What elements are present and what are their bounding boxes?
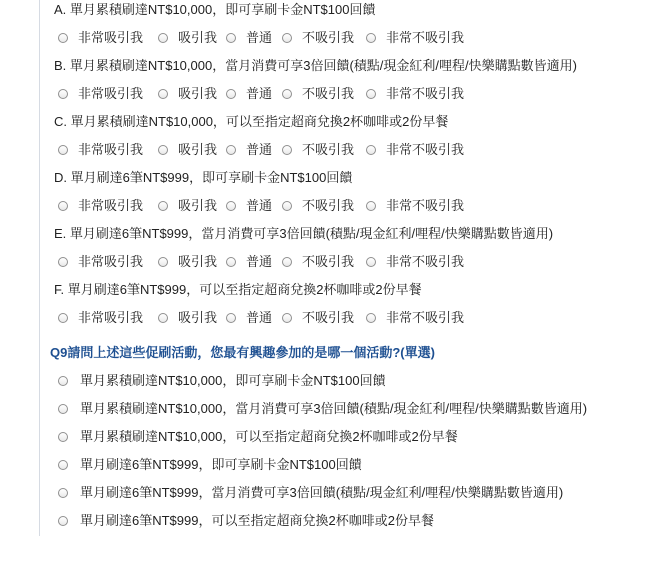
item-f-label: F. 單月刷達6筆NT$999，可以至指定超商兌換2杯咖啡或2份早餐 bbox=[54, 282, 422, 297]
radio-icon[interactable] bbox=[282, 89, 292, 99]
item-e-option-neutral[interactable]: 普通 bbox=[226, 253, 272, 271]
item-f-option-neutral[interactable]: 普通 bbox=[226, 309, 272, 327]
radio-icon[interactable] bbox=[226, 313, 236, 323]
left-divider bbox=[39, 0, 40, 536]
item-b-label: B. 單月累積刷達NT$10,000，當月消費可享3倍回饋(積點/現金紅利/哩程/快樂購點數皆適用) bbox=[54, 58, 577, 73]
item-a-label: A. 單月累積刷達NT$10,000，即可享刷卡金NT$100回饋 bbox=[54, 2, 376, 17]
radio-icon[interactable] bbox=[58, 516, 68, 526]
item-f-option-unattractive[interactable]: 不吸引我 bbox=[282, 309, 354, 327]
radio-icon[interactable] bbox=[58, 33, 68, 43]
radio-icon[interactable] bbox=[282, 145, 292, 155]
radio-icon[interactable] bbox=[58, 257, 68, 267]
radio-icon[interactable] bbox=[226, 201, 236, 211]
radio-icon[interactable] bbox=[366, 201, 376, 211]
radio-icon[interactable] bbox=[366, 33, 376, 43]
q9-option-5[interactable]: 單月刷達6筆NT$999，當月消費可享3倍回饋(積點/現金紅利/哩程/快樂購點數皆適用) bbox=[58, 484, 563, 502]
radio-icon[interactable] bbox=[226, 145, 236, 155]
radio-icon[interactable] bbox=[58, 201, 68, 211]
item-f-option-attractive[interactable]: 吸引我 bbox=[158, 309, 217, 327]
radio-icon[interactable] bbox=[282, 33, 292, 43]
item-a-option-very-unattractive[interactable]: 非常不吸引我 bbox=[366, 29, 464, 47]
radio-icon[interactable] bbox=[58, 145, 68, 155]
q9-question-title: Q9請問上述這些促刷活動，您最有興趣參加的是哪一個活動?(單選) bbox=[50, 345, 435, 360]
item-f-option-very-attractive[interactable]: 非常吸引我 bbox=[58, 309, 143, 327]
item-e-option-unattractive[interactable]: 不吸引我 bbox=[282, 253, 354, 271]
item-e-option-attractive[interactable]: 吸引我 bbox=[158, 253, 217, 271]
item-c-option-very-attractive[interactable]: 非常吸引我 bbox=[58, 141, 143, 159]
radio-icon[interactable] bbox=[366, 313, 376, 323]
item-d-option-neutral[interactable]: 普通 bbox=[226, 197, 272, 215]
item-f-option-very-unattractive[interactable]: 非常不吸引我 bbox=[366, 309, 464, 327]
radio-icon[interactable] bbox=[58, 404, 68, 414]
item-b-option-very-unattractive[interactable]: 非常不吸引我 bbox=[366, 85, 464, 103]
item-c-option-neutral[interactable]: 普通 bbox=[226, 141, 272, 159]
q9-option-2[interactable]: 單月累積刷達NT$10,000，當月消費可享3倍回饋(積點/現金紅利/哩程/快樂購點數皆適用) bbox=[58, 400, 587, 418]
radio-icon[interactable] bbox=[366, 145, 376, 155]
radio-icon[interactable] bbox=[226, 33, 236, 43]
radio-icon[interactable] bbox=[58, 89, 68, 99]
item-c-label: C. 單月累積刷達NT$10,000，可以至指定超商兌換2杯咖啡或2份早餐 bbox=[54, 114, 449, 129]
item-d-option-very-unattractive[interactable]: 非常不吸引我 bbox=[366, 197, 464, 215]
item-e-label: E. 單月刷達6筆NT$999，當月消費可享3倍回饋(積點/現金紅利/哩程/快樂購點數皆適用) bbox=[54, 226, 554, 241]
item-a-option-unattractive[interactable]: 不吸引我 bbox=[282, 29, 354, 47]
item-e-option-very-attractive[interactable]: 非常吸引我 bbox=[58, 253, 143, 271]
radio-icon[interactable] bbox=[58, 460, 68, 470]
radio-icon[interactable] bbox=[58, 376, 68, 386]
item-d-option-very-attractive[interactable]: 非常吸引我 bbox=[58, 197, 143, 215]
item-b-option-attractive[interactable]: 吸引我 bbox=[158, 85, 217, 103]
item-b-option-neutral[interactable]: 普通 bbox=[226, 85, 272, 103]
radio-icon[interactable] bbox=[366, 257, 376, 267]
item-c-option-attractive[interactable]: 吸引我 bbox=[158, 141, 217, 159]
item-d-label: D. 單月刷達6筆NT$999，即可享刷卡金NT$100回饋 bbox=[54, 170, 353, 185]
radio-icon[interactable] bbox=[282, 257, 292, 267]
item-a-option-attractive[interactable]: 吸引我 bbox=[158, 29, 217, 47]
radio-icon[interactable] bbox=[158, 89, 168, 99]
item-d-option-attractive[interactable]: 吸引我 bbox=[158, 197, 217, 215]
radio-icon[interactable] bbox=[282, 313, 292, 323]
radio-icon[interactable] bbox=[58, 313, 68, 323]
radio-icon[interactable] bbox=[158, 201, 168, 211]
radio-icon[interactable] bbox=[282, 201, 292, 211]
radio-icon[interactable] bbox=[226, 89, 236, 99]
item-e-option-very-unattractive[interactable]: 非常不吸引我 bbox=[366, 253, 464, 271]
radio-icon[interactable] bbox=[366, 89, 376, 99]
q9-option-6[interactable]: 單月刷達6筆NT$999，可以至指定超商兌換2杯咖啡或2份早餐 bbox=[58, 512, 434, 530]
q9-option-4[interactable]: 單月刷達6筆NT$999，即可享刷卡金NT$100回饋 bbox=[58, 456, 362, 474]
item-a-option-neutral[interactable]: 普通 bbox=[226, 29, 272, 47]
radio-icon[interactable] bbox=[158, 257, 168, 267]
radio-icon[interactable] bbox=[158, 145, 168, 155]
q9-option-3[interactable]: 單月累積刷達NT$10,000，可以至指定超商兌換2杯咖啡或2份早餐 bbox=[58, 428, 458, 446]
item-b-option-very-attractive[interactable]: 非常吸引我 bbox=[58, 85, 143, 103]
item-b-option-unattractive[interactable]: 不吸引我 bbox=[282, 85, 354, 103]
radio-icon[interactable] bbox=[58, 488, 68, 498]
radio-icon[interactable] bbox=[226, 257, 236, 267]
radio-icon[interactable] bbox=[58, 432, 68, 442]
q9-option-1[interactable]: 單月累積刷達NT$10,000，即可享刷卡金NT$100回饋 bbox=[58, 372, 386, 390]
item-a-option-very-attractive[interactable]: 非常吸引我 bbox=[58, 29, 143, 47]
item-c-option-very-unattractive[interactable]: 非常不吸引我 bbox=[366, 141, 464, 159]
item-d-option-unattractive[interactable]: 不吸引我 bbox=[282, 197, 354, 215]
radio-icon[interactable] bbox=[158, 33, 168, 43]
radio-icon[interactable] bbox=[158, 313, 168, 323]
item-c-option-unattractive[interactable]: 不吸引我 bbox=[282, 141, 354, 159]
